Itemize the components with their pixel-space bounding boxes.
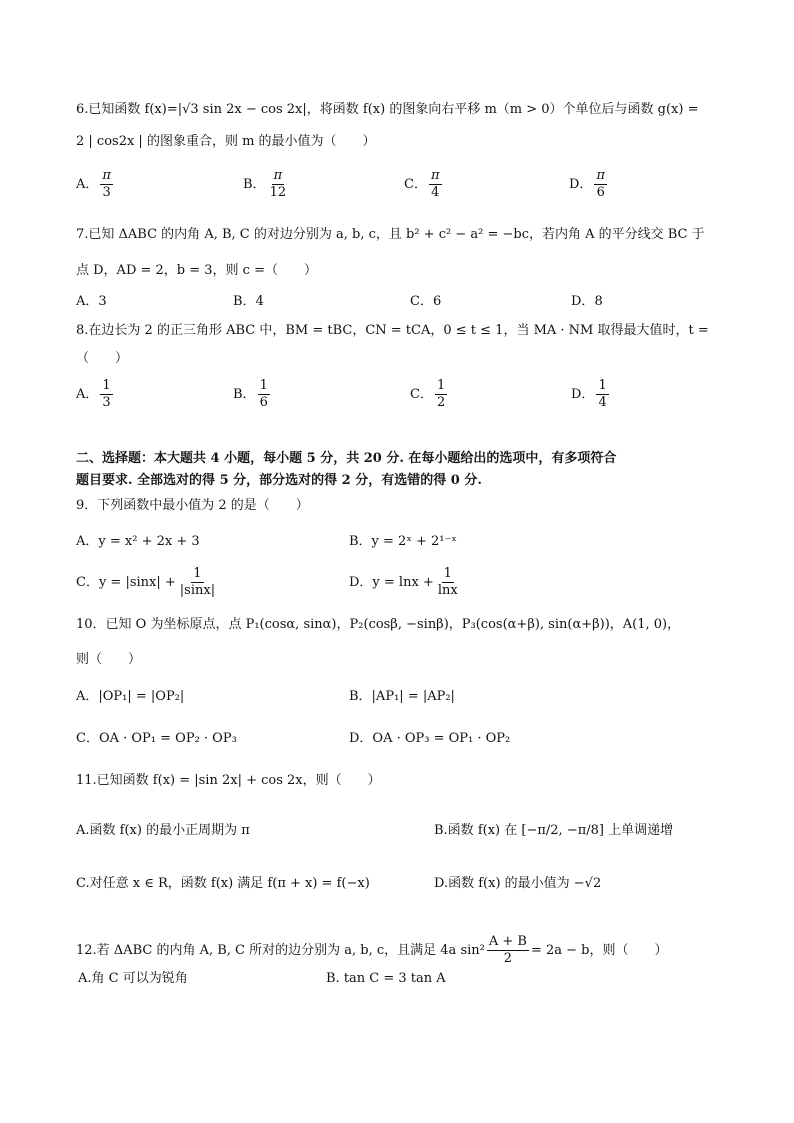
- q11-stem: 11.已知函数 f(x) = |sin 2x| + cos 2x，则（ ）: [76, 773, 381, 788]
- q10-option-d: D．OA · OP₃ = OP₁ · OP₂: [349, 731, 511, 746]
- q6-stem-line2: 2 | cos2x | 的图象重合，则 m 的最小值为（ ）: [76, 134, 376, 149]
- q9-option-d: D．y = lnx + $\frac{1}{\ln x}$: [349, 566, 458, 598]
- q11-option-c: C.对任意 x ∈ R，函数 f(x) 满足 f(π + x) = f(−x): [76, 876, 370, 891]
- q9-option-a: A．y = x² + 2x + 3: [76, 534, 200, 549]
- q9-option-c: C．y = |sinx| + $\frac{1}{|\sin x|}$: [76, 566, 216, 598]
- q7-option-a: A．3: [76, 294, 107, 309]
- q7-option-c: C．6: [410, 294, 442, 309]
- q8-option-a: A． $\frac{1}{3}$: [76, 378, 111, 410]
- q10-stem-line1: 10．已知 O 为坐标原点，点 P₁(cosα, sinα)，P₂(cosβ, −sinβ)，P₃(cos(α+β), sin(α+β))，A(1, 0)，: [76, 617, 681, 632]
- q8-stem-line1: 8.在边长为 2 的正三角形 ABC 中，BM = tBC，CN = tCA，0 ≤ t ≤ 1，当 MA · NM 取得最大值时，t =: [76, 323, 709, 338]
- q6-option-c: C． $\frac{\pi}{4}$: [404, 168, 440, 200]
- q9-option-b: B．y = 2ˣ + 2¹⁻ˣ: [349, 534, 457, 549]
- q8-option-d: D． $\frac{1}{4}$: [571, 378, 607, 410]
- q6-option-d: D． $\frac{\pi}{6}$: [569, 168, 605, 200]
- q7-option-d: D．8: [571, 294, 603, 309]
- q9-stem: 9．下列函数中最小值为 2 的是（ ）: [76, 498, 309, 513]
- q12-option-a: A.角 C 可以为锐角: [78, 971, 188, 986]
- q11-option-d: D.函数 f(x) 的最小值为 −√2: [434, 876, 602, 891]
- q6-stem-line1: 6.已知函数 f(x)=|√3 sin 2x − cos 2x|，将函数 f(x) 的图象向右平移 m（m > 0）个单位后与函数 g(x) =: [76, 102, 699, 117]
- q12-option-b: B. tan C = 3 tan A: [326, 971, 446, 986]
- q7-option-b: B．4: [233, 294, 264, 309]
- q7-stem-line2: 点 D，AD = 2，b = 3，则 c =（ ）: [76, 263, 317, 278]
- q8-option-b: B． $\frac{1}{6}$: [233, 378, 268, 410]
- q7-stem-line1: 7.已知 ΔABC 的内角 A, B, C 的对边分别为 a, b, c，且 b² + c² − a² = −bc，若内角 A 的平分线交 BC 于: [76, 227, 705, 242]
- q12-stem: 12.若 ΔABC 的内角 A, B, C 所对的边分别为 a, b, c，且满足 4a sin² $\frac{A + B}{2}$ = 2a − b，则（ ）: [76, 934, 668, 966]
- section2-heading-line2: 题目要求. 全部选对的得 5 分，部分选对的得 2 分，有选错的得 0 分.: [76, 473, 482, 488]
- q10-option-a: A．|OP₁| = |OP₂|: [76, 689, 185, 704]
- q6-option-b: B． $\frac{\pi}{12}$: [243, 168, 287, 200]
- q10-option-b: B．|AP₁| = |AP₂|: [349, 689, 455, 704]
- q8-option-c: C． $\frac{1}{2}$: [410, 378, 446, 410]
- section2-heading-line1: 二、选择题：本大题共 4 小题，每小题 5 分，共 20 分. 在每小题给出的选项中，有多项符合: [76, 451, 617, 466]
- q11-option-b: B.函数 f(x) 在 [−π/2, −π/8] 上单调递增: [434, 823, 674, 838]
- q10-stem-line2: 则（ ）: [76, 652, 142, 667]
- q8-stem-line2: （ ）: [76, 351, 129, 366]
- q11-option-a: A.函数 f(x) 的最小正周期为 π: [76, 823, 250, 838]
- q10-option-c: C．OA · OP₁ = OP₂ · OP₃: [76, 731, 237, 746]
- q6-option-a: A． $\frac{\pi}{3}$: [76, 168, 111, 200]
